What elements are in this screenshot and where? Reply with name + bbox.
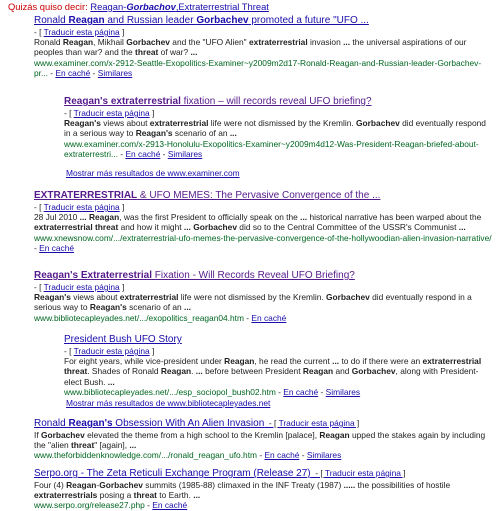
- did-you-mean-label: Quizás quiso decir:: [8, 1, 88, 12]
- cache-link[interactable]: En caché: [55, 67, 91, 78]
- result-title-link[interactable]: EXTRATERRESTRIAL & UFO MEMES: The Pervasive Convergence of the ...: [34, 190, 381, 201]
- result-meta: www.bibliotecapleyades.net/.../exopolitics_reagan04.htm - En caché: [34, 312, 287, 323]
- translate-link[interactable]: Traducir esta página: [324, 468, 401, 478]
- result-snippet: Reagan's views about extraterrestrial life were not dismissed by the Kremlin. Gorbachev did eventually respond in a serious way to Reagan's scenario of an ...: [34, 292, 472, 313]
- translate-row: - [ Traducir esta página ]: [34, 282, 125, 292]
- search-result: [34, 15, 494, 78]
- result-url: www.examiner.com/x-2912-Seattle-Exopolitics-Examiner~y2009m2d17-Ronald-Reagan-and-Russian-leader-Gorbachev-pr...: [34, 57, 482, 78]
- result-meta: www.xnewsnow.com/.../extraterrestrial-ufo-memes-the-pervasive-convergence-of-the-hollywoodian-alien-invasion-narrative/ - En caché: [34, 232, 492, 253]
- translate-row: - [ Traducir esta página ]: [64, 346, 155, 356]
- result-title-link[interactable]: Ronald Reagan's Obsession With An Alien Invasion - [ Traducir esta página ]: [34, 418, 360, 429]
- translate-row: - [ Traducir esta página ]: [34, 27, 125, 37]
- result-snippet: Reagan's views about extraterrestrial life were not dismissed by the Kremlin. Gorbachev did eventually respond in a serious way to Reagan's scenario of an ...: [64, 118, 486, 139]
- similar-link[interactable]: Similares: [325, 386, 361, 397]
- result-snippet: Ronald Reagan, Mikhail Gorbachev and the "UFO Alien" extraterrestrial invasion ... the universal aspirations of our peoples than war? and the threat of war? ...: [34, 37, 467, 58]
- result-snippet: For eight years, while vice-president under Reagan, he read the current ... to do if there were an extraterrestrial threat. Shades of Ronald Reagan. ... before between President Reagan and Gorbachev, along with President-elect Bush. ...: [64, 356, 482, 387]
- similar-link[interactable]: Similares: [167, 148, 203, 159]
- result-snippet: 28 Jul 2010 ... Reagan, was the first President to officially speak on the ... historical narrative has been warped about the extraterrestrial threat and how it might ... Gorbachev did so to the Central Committee of the USSR's Communist ...: [34, 212, 482, 233]
- translate-row: - [ Traducir esta página ]: [310, 468, 406, 478]
- search-result: [64, 334, 494, 397]
- search-result: [34, 467, 494, 511]
- result-title-link[interactable]: President Bush UFO Story: [64, 334, 182, 345]
- did-you-mean: [8, 2, 269, 12]
- result-snippet: Four (4) Reagan-Gorbachev summits (1985-88) climaxed in the INF Treaty (1987) ..... the possibilities of hostile extraterrestrials posing a threat to Earth. ...: [34, 480, 451, 501]
- result-meta: www.theforbiddenknowledge.com/.../ronald_reagan_ufo.htm - En caché - Similares: [34, 450, 342, 461]
- result-meta: www.bibliotecapleyades.net/.../esp_sociopol_bush02.htm - En caché - Similares: [64, 386, 361, 397]
- translate-link[interactable]: Traducir esta página: [43, 202, 120, 212]
- similar-link[interactable]: Similares: [97, 67, 133, 78]
- search-result: [34, 190, 494, 253]
- result-url: www.serpo.org/release27.php: [34, 500, 145, 511]
- cache-link[interactable]: En caché: [39, 242, 75, 253]
- result-title-link[interactable]: Ronald Reagan and Russian leader Gorbachev promoted a future "UFO ...: [34, 15, 369, 26]
- cache-link[interactable]: En caché: [125, 148, 161, 159]
- cache-link[interactable]: En caché: [152, 500, 188, 511]
- result-title-link[interactable]: Serpo.org - The Zeta Reticuli Exchange Program (Release 27) - [ Traducir esta página ]: [34, 468, 406, 479]
- translate-row: - [ Traducir esta página ]: [64, 108, 155, 118]
- translate-link[interactable]: Traducir esta página: [43, 282, 120, 292]
- result-url: www.bibliotecapleyades.net/.../exopolitics_reagan04.htm: [34, 312, 244, 323]
- translate-link[interactable]: Traducir esta página: [43, 27, 120, 37]
- result-meta: www.examiner.com/x-2912-Seattle-Exopolitics-Examiner~y2009m2d17-Ronald-Reagan-and-Russian-leader-Gorbachev-pr... - En caché - Similares: [34, 57, 482, 78]
- result-url: www.bibliotecapleyades.net/.../esp_sociopol_bush02.htm: [64, 386, 276, 397]
- more-results-link[interactable]: Mostrar más resultados de www.examiner.com: [66, 168, 240, 178]
- search-result: [64, 96, 494, 159]
- search-result: [34, 270, 494, 323]
- more-results-link[interactable]: Mostrar más resultados de www.bibliotecapleyades.net: [66, 398, 271, 408]
- translate-link[interactable]: Traducir esta página: [73, 108, 150, 118]
- result-snippet: If Gorbachev elevated the theme from a high school to the Kremlin [palace], Reagan upped the stakes again by including the "alien threat" [again], ...: [34, 430, 486, 451]
- result-url: www.xnewsnow.com/.../extraterrestrial-ufo-memes-the-pervasive-convergence-of-the-hollywoodian-alien-invasion-narrative/: [34, 232, 492, 243]
- similar-link[interactable]: Similares: [306, 450, 342, 461]
- cache-link[interactable]: En caché: [264, 450, 300, 461]
- search-result: [34, 417, 494, 461]
- result-title-link[interactable]: Reagan's extraterrestrial fixation – will records reveal UFO briefing?: [64, 96, 372, 107]
- cache-link[interactable]: En caché: [251, 312, 287, 323]
- translate-link[interactable]: Traducir esta página: [278, 418, 355, 428]
- result-meta: www.serpo.org/release27.php - En caché: [34, 500, 188, 511]
- translate-row: - [ Traducir esta página ]: [264, 418, 360, 428]
- translate-link[interactable]: Traducir esta página: [73, 346, 150, 356]
- result-title-link[interactable]: Reagan's Extraterrestrial Fixation - Will Records Reveal UFO Briefing?: [34, 270, 355, 281]
- cache-link[interactable]: En caché: [283, 386, 319, 397]
- did-you-mean-link[interactable]: Reagan-Gorbachov,Extraterrestrial Threat: [90, 1, 269, 12]
- result-url: www.examiner.com/x-2913-Honolulu-Exopolitics-Examiner~y2009m4d12-Was-President-Reagan-briefed-about-extraterrestri...: [64, 138, 479, 159]
- result-url: www.theforbiddenknowledge.com/.../ronald_reagan_ufo.htm: [34, 450, 258, 461]
- result-meta: www.examiner.com/x-2913-Honolulu-Exopolitics-Examiner~y2009m4d12-Was-President-Reagan-briefed-about-extraterrestri... - En caché - Similares: [64, 138, 479, 159]
- translate-row: - [ Traducir esta página ]: [34, 202, 125, 212]
